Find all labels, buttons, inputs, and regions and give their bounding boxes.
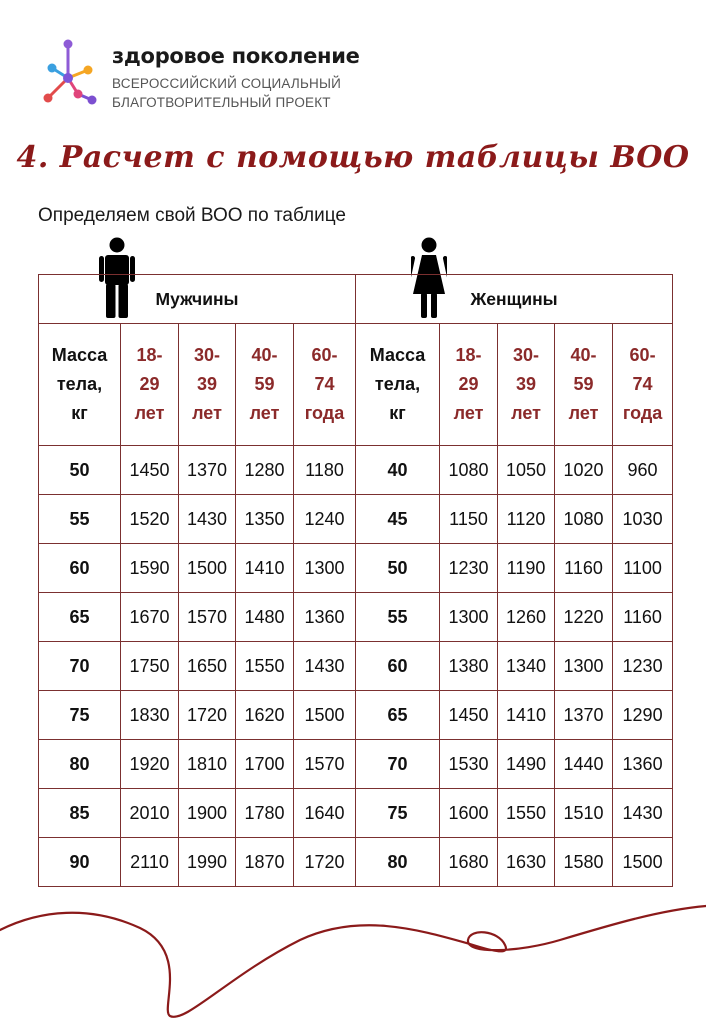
weight-cell: 60 — [39, 544, 121, 593]
weight-cell: 55 — [356, 593, 440, 642]
women-mass-header — [356, 324, 440, 446]
weight-cell: 80 — [356, 838, 440, 887]
table-row — [39, 740, 673, 789]
boo-value-cell: 1230 — [613, 642, 673, 691]
table-row — [39, 691, 673, 740]
boo-value-cell: 1600 — [440, 789, 498, 838]
section-title: 4. Расчет с помощью таблицы ВОО — [16, 140, 690, 175]
boo-value-cell: 1680 — [440, 838, 498, 887]
boo-value-cell: 1430 — [179, 495, 236, 544]
weight-cell: 60 — [356, 642, 440, 691]
brand-logo-icon — [38, 38, 100, 110]
boo-value-cell: 1280 — [236, 446, 294, 495]
boo-value-cell: 1750 — [121, 642, 179, 691]
weight-cell: 50 — [356, 544, 440, 593]
boo-value-cell: 1550 — [498, 789, 555, 838]
boo-value-cell: 1190 — [498, 544, 555, 593]
header-line: 40- — [570, 345, 597, 365]
boo-value-cell: 1450 — [121, 446, 179, 495]
boo-value-cell: 1570 — [294, 740, 356, 789]
men-age-header — [121, 324, 179, 446]
boo-value-cell: 1700 — [236, 740, 294, 789]
boo-value-cell: 1160 — [613, 593, 673, 642]
boo-value-cell: 1900 — [179, 789, 236, 838]
boo-value-cell: 1230 — [440, 544, 498, 593]
header-line: 59 — [573, 374, 594, 394]
boo-value-cell: 1430 — [294, 642, 356, 691]
women-age-header — [613, 324, 673, 446]
header-line: 60- — [311, 345, 338, 365]
boo-value-cell: 1160 — [555, 544, 613, 593]
boo-value-cell: 1650 — [179, 642, 236, 691]
boo-value-cell: 1030 — [613, 495, 673, 544]
header-line: 30- — [513, 345, 540, 365]
boo-value-cell: 1340 — [498, 642, 555, 691]
boo-value-cell: 1180 — [294, 446, 356, 495]
table-row — [39, 789, 673, 838]
weight-cell: 40 — [356, 446, 440, 495]
header-line: 29 — [458, 374, 479, 394]
women-age-header — [555, 324, 613, 446]
header-line: 59 — [254, 374, 275, 394]
men-age-header — [236, 324, 294, 446]
boo-value-cell: 1020 — [555, 446, 613, 495]
header-line: 60- — [629, 345, 656, 365]
women-age-header — [440, 324, 498, 446]
men-mass-header — [39, 324, 121, 446]
header-line: кг — [389, 403, 406, 423]
boo-value-cell: 1480 — [236, 593, 294, 642]
boo-value-cell: 1670 — [121, 593, 179, 642]
boo-value-cell: 960 — [613, 446, 673, 495]
boo-value-cell: 1360 — [294, 593, 356, 642]
boo-value-cell: 1260 — [498, 593, 555, 642]
intro-text: Определяем свой ВОО по таблице — [38, 205, 346, 226]
boo-value-cell: 1500 — [613, 838, 673, 887]
header-line: лет — [568, 403, 599, 423]
boo-value-cell: 1500 — [294, 691, 356, 740]
boo-value-cell: 1080 — [440, 446, 498, 495]
boo-value-cell: 1810 — [179, 740, 236, 789]
boo-value-cell: 1510 — [555, 789, 613, 838]
boo-value-cell: 1830 — [121, 691, 179, 740]
weight-cell: 75 — [39, 691, 121, 740]
weight-cell: 90 — [39, 838, 121, 887]
table-row — [39, 544, 673, 593]
header-line: тела, — [56, 374, 103, 394]
table-row — [39, 642, 673, 691]
header-line: лет — [134, 403, 165, 423]
header-line: 74 — [632, 374, 653, 394]
boo-value-cell: 1530 — [440, 740, 498, 789]
boo-value-cell: 1990 — [179, 838, 236, 887]
header-line: кг — [71, 403, 88, 423]
weight-cell: 80 — [39, 740, 121, 789]
table-row — [39, 593, 673, 642]
boo-value-cell: 1300 — [294, 544, 356, 593]
men-age-header — [294, 324, 356, 446]
brand-name: здоровое поколение — [112, 44, 360, 68]
weight-cell: 65 — [39, 593, 121, 642]
boo-value-cell: 1100 — [613, 544, 673, 593]
boo-value-cell: 1360 — [613, 740, 673, 789]
boo-value-cell: 1630 — [498, 838, 555, 887]
boo-value-cell: 1450 — [440, 691, 498, 740]
brand-subtitle-line-2: БЛАГОТВОРИТЕЛЬНЫЙ ПРОЕКТ — [112, 95, 331, 110]
boo-value-cell: 1120 — [498, 495, 555, 544]
header-line: лет — [192, 403, 222, 423]
boo-value-cell: 1370 — [555, 691, 613, 740]
boo-value-cell: 1240 — [294, 495, 356, 544]
boo-value-cell: 1150 — [440, 495, 498, 544]
men-group-header: Мужчины — [39, 275, 356, 324]
boo-value-cell: 1380 — [440, 642, 498, 691]
weight-cell: 55 — [39, 495, 121, 544]
weight-cell: 50 — [39, 446, 121, 495]
header-line: 29 — [139, 374, 160, 394]
boo-value-cell: 1520 — [121, 495, 179, 544]
table-row — [39, 446, 673, 495]
boo-value-cell: 1720 — [179, 691, 236, 740]
boo-value-cell: 1590 — [121, 544, 179, 593]
boo-value-cell: 1780 — [236, 789, 294, 838]
boo-table — [38, 274, 673, 887]
boo-value-cell: 1080 — [555, 495, 613, 544]
header-line: 39 — [196, 374, 218, 394]
boo-value-cell: 1370 — [179, 446, 236, 495]
header-line: 74 — [314, 374, 335, 394]
boo-value-cell: 1440 — [555, 740, 613, 789]
brand-subtitle — [112, 74, 360, 112]
header-line: года — [304, 403, 345, 423]
brand-block — [112, 44, 360, 112]
table-row — [39, 838, 673, 887]
weight-cell: 45 — [356, 495, 440, 544]
boo-value-cell: 1410 — [236, 544, 294, 593]
header-line: лет — [453, 403, 484, 423]
weight-cell: 75 — [356, 789, 440, 838]
header-line: лет — [511, 403, 541, 423]
boo-value-cell: 1490 — [498, 740, 555, 789]
weight-cell: 65 — [356, 691, 440, 740]
boo-value-cell: 1050 — [498, 446, 555, 495]
weight-cell: 70 — [39, 642, 121, 691]
brand-subtitle-line-1: ВСЕРОССИЙСКИЙ СОЦИАЛЬНЫЙ — [112, 76, 342, 91]
weight-cell: 85 — [39, 789, 121, 838]
boo-value-cell: 2010 — [121, 789, 179, 838]
header-line: 40- — [251, 345, 278, 365]
header-line: 18- — [136, 345, 163, 365]
boo-value-cell: 1550 — [236, 642, 294, 691]
weight-cell: 70 — [356, 740, 440, 789]
header-line: тела, — [374, 374, 421, 394]
boo-value-cell: 1430 — [613, 789, 673, 838]
boo-value-cell: 1570 — [179, 593, 236, 642]
boo-value-cell: 1410 — [498, 691, 555, 740]
header-line: 18- — [455, 345, 482, 365]
boo-value-cell: 1720 — [294, 838, 356, 887]
boo-value-cell: 1290 — [613, 691, 673, 740]
boo-value-cell: 1920 — [121, 740, 179, 789]
decorative-squiggle — [0, 900, 706, 1024]
boo-value-cell: 2110 — [121, 838, 179, 887]
boo-value-cell: 1500 — [179, 544, 236, 593]
header-line: года — [622, 403, 663, 423]
boo-value-cell: 1870 — [236, 838, 294, 887]
header-line: 30- — [193, 345, 220, 365]
header-line: Масса — [51, 345, 108, 365]
women-group-header: Женщины — [356, 275, 673, 324]
boo-value-cell: 1640 — [294, 789, 356, 838]
header-line: Масса — [369, 345, 426, 365]
women-age-header — [498, 324, 555, 446]
boo-value-cell: 1220 — [555, 593, 613, 642]
boo-value-cell: 1300 — [555, 642, 613, 691]
boo-value-cell: 1620 — [236, 691, 294, 740]
boo-value-cell: 1580 — [555, 838, 613, 887]
boo-value-cell: 1300 — [440, 593, 498, 642]
header-line: 39 — [516, 374, 537, 394]
table-row — [39, 495, 673, 544]
men-age-header — [179, 324, 236, 446]
boo-value-cell: 1350 — [236, 495, 294, 544]
header-line: лет — [249, 403, 280, 423]
